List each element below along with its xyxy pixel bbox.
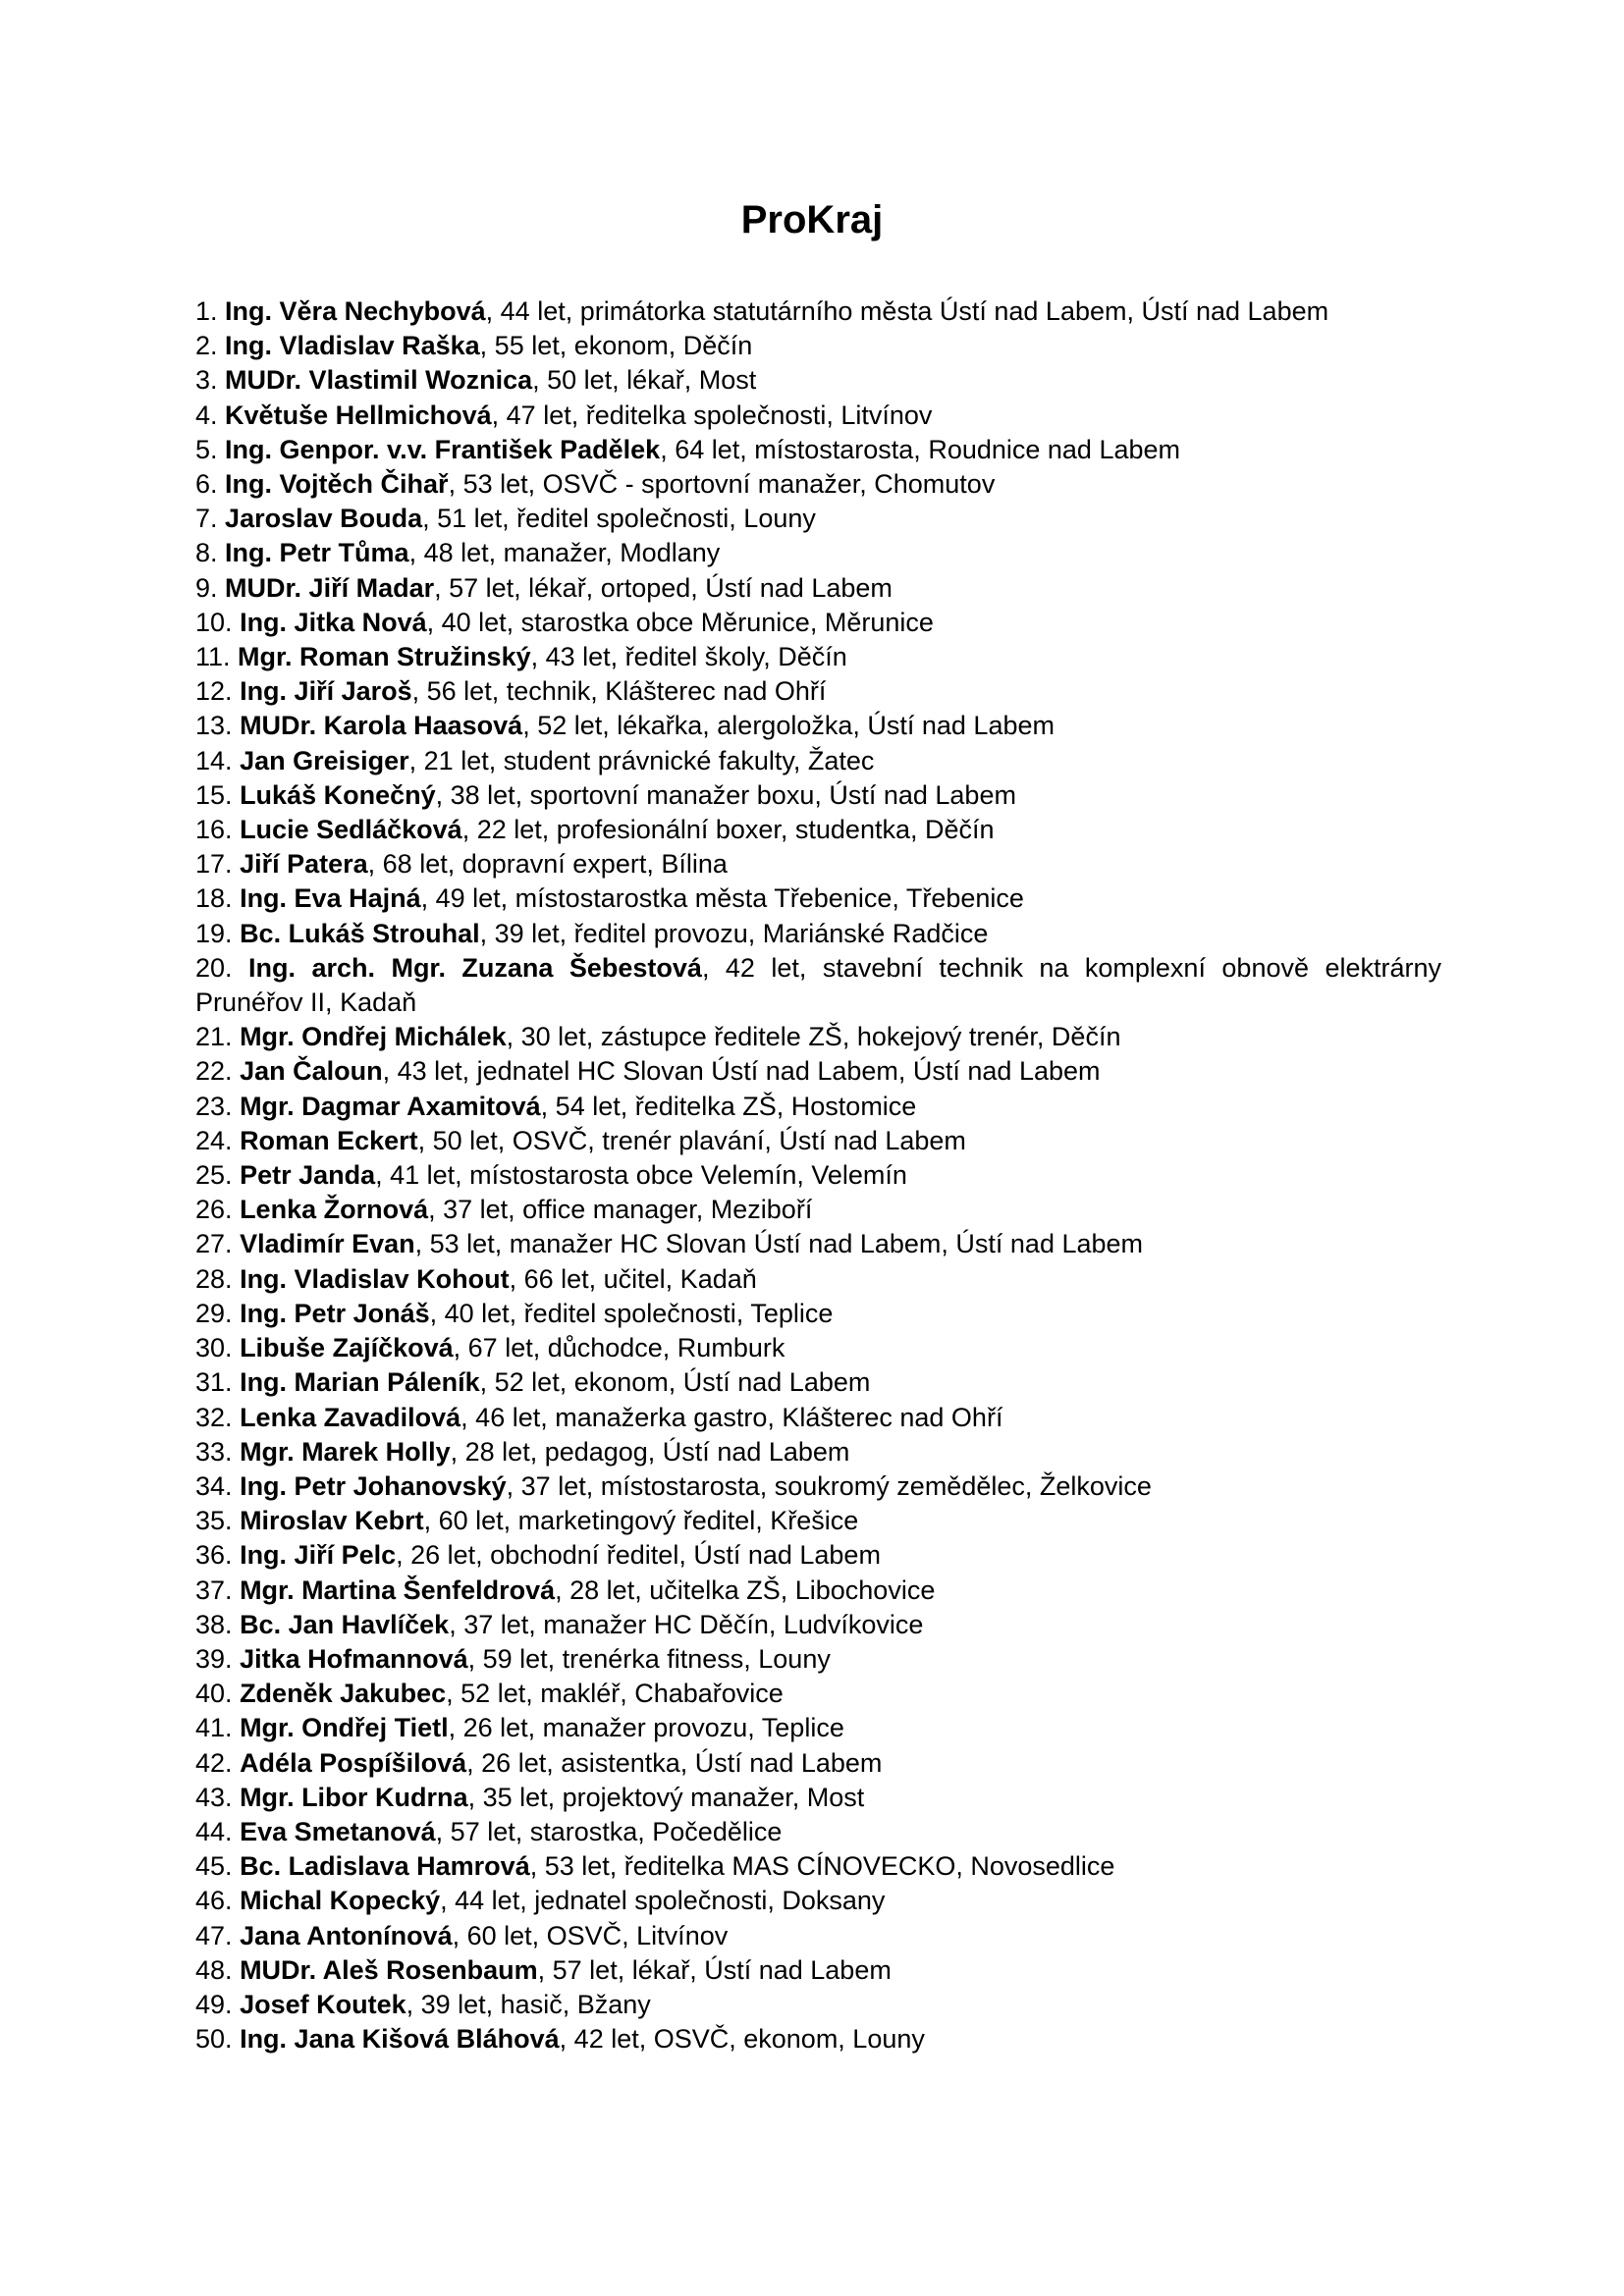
candidate-number: 21.	[195, 1022, 233, 1052]
candidate-name: MUDr. Karola Haasová	[240, 711, 523, 741]
candidate-item	[195, 1435, 1441, 1469]
candidate-number: 42.	[195, 1747, 233, 1778]
candidate-details: , 49 let, místostarostka města Třebenice, Třebenice	[420, 883, 1024, 914]
candidate-details: , 37 let, místostarosta, soukromý zemědělec, Želkovice	[506, 1470, 1152, 1501]
candidate-name: Mgr. Marek Holly	[240, 1436, 451, 1467]
candidate-details: , 53 let, OSVČ - sportovní manažer, Chomutov	[448, 469, 996, 500]
candidate-name: Lenka Zavadilová	[240, 1402, 461, 1432]
candidate-item	[195, 571, 1441, 606]
candidate-number: 49.	[195, 1989, 233, 2019]
candidate-item	[195, 778, 1441, 813]
candidate-number: 32.	[195, 1402, 233, 1432]
candidate-name: Jaroslav Bouda	[225, 504, 423, 534]
candidate-number: 44.	[195, 1816, 233, 1846]
candidate-list	[195, 294, 1441, 2056]
candidate-item	[195, 1193, 1441, 1227]
candidate-name: Ing. Petr Johanovský	[240, 1470, 507, 1501]
candidate-item	[195, 1158, 1441, 1193]
candidate-item	[195, 1608, 1441, 1642]
candidate-details: , 40 let, starostka obce Měrunice, Měrunice	[426, 607, 934, 637]
candidate-details: , 50 let, lékař, Most	[532, 365, 757, 396]
candidate-item	[195, 1711, 1441, 1745]
candidate-details: , 56 let, technik, Klášterec nad Ohří	[411, 676, 827, 707]
candidate-item	[195, 640, 1441, 674]
candidate-number: 5.	[195, 434, 218, 464]
candidate-item	[195, 1574, 1441, 1608]
candidate-name: Ing. Vojtěch Čihař	[225, 469, 449, 500]
candidate-item	[195, 1953, 1441, 1988]
candidate-item	[195, 1642, 1441, 1677]
candidate-details: , 54 let, ředitelka ZŠ, Hostomice	[540, 1091, 917, 1121]
candidate-number: 18.	[195, 883, 233, 914]
candidate-name: Ing. Jiří Jaroš	[240, 676, 412, 707]
candidate-item	[195, 1020, 1441, 1054]
candidate-name: Jiří Patera	[240, 849, 368, 880]
candidate-name: Jitka Hofmannová	[240, 1643, 468, 1674]
candidate-details: , 30 let, zástupce ředitele ZŠ, hokejový trenér, Děčín	[506, 1022, 1121, 1052]
candidate-details: , 60 let, marketingový ředitel, Křešice	[423, 1506, 859, 1536]
candidate-name: Libuše Zajíčková	[240, 1333, 454, 1363]
candidate-details: , 42 let, stavební technik na komplexní obnově elektrárny Prunéřov II, Kadaň	[195, 952, 1441, 1018]
candidate-number: 27.	[195, 1229, 233, 1259]
candidate-number: 24.	[195, 1125, 233, 1155]
candidate-name: Mgr. Roman Stružinský	[238, 642, 531, 672]
candidate-name: Michal Kopecký	[240, 1886, 441, 1916]
candidate-number: 50.	[195, 2024, 233, 2055]
candidate-name: Mgr. Martina Šenfeldrová	[240, 1575, 556, 1605]
candidate-details: , 66 let, učitel, Kadaň	[509, 1263, 757, 1294]
candidate-name: Ing. Vladislav Kohout	[240, 1263, 510, 1294]
candidate-item	[195, 1746, 1441, 1781]
candidate-details: , 52 let, makléř, Chabařovice	[446, 1679, 784, 1709]
candidate-details: , 41 let, místostarosta obce Velemín, Velemín	[375, 1160, 907, 1191]
candidate-number: 1.	[195, 296, 218, 326]
candidate-item	[195, 329, 1441, 363]
candidate-number: 14.	[195, 745, 233, 775]
candidate-details: , 43 let, jednatel HC Slovan Ústí nad Labem, Ústí nad Labem	[382, 1056, 1101, 1087]
candidate-name: Ing. Eva Hajná	[240, 883, 421, 914]
candidate-details: , 46 let, manažerka gastro, Klášterec nad Ohří	[460, 1402, 1003, 1432]
candidate-number: 10.	[195, 607, 233, 637]
candidate-details: , 39 let, ředitel provozu, Mariánské Radčice	[479, 918, 989, 948]
candidate-number: 29.	[195, 1298, 233, 1328]
candidate-name: Ing. Genpor. v.v. František Padělek	[225, 434, 661, 464]
candidate-name: Vladimír Evan	[240, 1229, 415, 1259]
candidate-item	[195, 951, 1441, 1020]
candidate-details: , 44 let, primátorka statutárního města Ústí nad Labem, Ústí nad Labem	[485, 296, 1329, 326]
candidate-number: 38.	[195, 1609, 233, 1639]
candidate-details: , 38 let, sportovní manažer boxu, Ústí nad Labem	[435, 779, 1016, 810]
candidate-item	[195, 536, 1441, 570]
candidate-number: 9.	[195, 572, 218, 603]
candidate-item	[195, 1849, 1441, 1884]
candidate-number: 43.	[195, 1782, 233, 1812]
candidate-number: 2.	[195, 331, 218, 361]
candidate-details: , 67 let, důchodce, Rumburk	[453, 1333, 785, 1363]
candidate-item	[195, 1988, 1441, 2022]
candidate-item	[195, 1815, 1441, 1849]
candidate-details: , 55 let, ekonom, Děčín	[479, 331, 753, 361]
candidate-details: , 44 let, jednatel společnosti, Doksany	[440, 1886, 886, 1916]
candidate-details: , 37 let, office manager, Meziboří	[428, 1195, 813, 1225]
candidate-details: , 26 let, manažer provozu, Teplice	[448, 1713, 844, 1743]
candidate-item	[195, 1781, 1441, 1815]
candidate-details: , 37 let, manažer HC Děčín, Ludvíkovice	[449, 1609, 924, 1639]
candidate-number: 41.	[195, 1713, 233, 1743]
candidate-item	[195, 1504, 1441, 1538]
candidate-item	[195, 1297, 1441, 1331]
candidate-name: Petr Janda	[240, 1160, 376, 1191]
candidate-details: , 53 let, ředitelka MAS CÍNOVECKO, Novosedlice	[529, 1851, 1115, 1882]
candidate-details: , 21 let, student právnické fakulty, Žatec	[408, 745, 875, 775]
candidate-item	[195, 1331, 1441, 1365]
candidate-name: Eva Smetanová	[240, 1816, 436, 1846]
candidate-number: 13.	[195, 711, 233, 741]
candidate-item	[195, 813, 1441, 847]
candidate-item	[195, 917, 1441, 951]
candidate-item	[195, 1054, 1441, 1089]
candidate-details: , 59 let, trenérka fitness, Louny	[467, 1643, 831, 1674]
candidate-name: Mgr. Libor Kudrna	[240, 1782, 468, 1812]
candidate-name: Mgr. Ondřej Michálek	[240, 1022, 507, 1052]
candidate-details: , 47 let, ředitelka společnosti, Litvínov	[491, 400, 933, 430]
candidate-item	[195, 1469, 1441, 1504]
candidate-item	[195, 1538, 1441, 1573]
candidate-number: 40.	[195, 1679, 233, 1709]
candidate-details: , 42 let, OSVČ, ekonom, Louny	[559, 2024, 925, 2055]
candidate-details: , 64 let, místostarosta, Roudnice nad Labem	[660, 434, 1180, 464]
candidate-number: 19.	[195, 918, 233, 948]
candidate-number: 26.	[195, 1195, 233, 1225]
candidate-number: 46.	[195, 1886, 233, 1916]
candidate-number: 39.	[195, 1643, 233, 1674]
candidate-details: , 52 let, ekonom, Ústí nad Labem	[479, 1367, 871, 1398]
candidate-number: 12.	[195, 676, 233, 707]
candidate-name: Josef Koutek	[240, 1989, 406, 2019]
candidate-item	[195, 709, 1441, 743]
candidate-name: Ing. Jiří Pelc	[240, 1540, 397, 1571]
candidate-number: 20.	[195, 952, 233, 983]
candidate-item	[195, 1677, 1441, 1711]
candidate-details: , 50 let, OSVČ, trenér plavání, Ústí nad Labem	[417, 1125, 966, 1155]
candidate-number: 25.	[195, 1160, 233, 1191]
candidate-name: Ing. Vladislav Raška	[225, 331, 480, 361]
candidate-details: , 40 let, ředitel společnosti, Teplice	[429, 1298, 834, 1328]
candidate-number: 7.	[195, 504, 218, 534]
candidate-details: , 57 let, starostka, Počedělice	[435, 1816, 783, 1846]
candidate-name: Jana Antonínová	[240, 1920, 453, 1950]
candidate-name: Bc. Lukáš Strouhal	[240, 918, 480, 948]
candidate-item	[195, 1401, 1441, 1435]
candidate-name: MUDr. Jiří Madar	[225, 572, 435, 603]
candidate-number: 47.	[195, 1920, 233, 1950]
candidate-details: , 53 let, manažer HC Slovan Ústí nad Labem, Ústí nad Labem	[414, 1229, 1144, 1259]
candidate-details: , 39 let, hasič, Bžany	[406, 1989, 651, 2019]
candidate-item	[195, 1227, 1441, 1261]
candidate-name: Jan Čaloun	[240, 1056, 383, 1087]
candidate-item	[195, 1884, 1441, 1918]
candidate-name: Ing. Petr Tůma	[225, 538, 409, 568]
candidate-name: Ing. Petr Jonáš	[240, 1298, 430, 1328]
candidate-name: Květuše Hellmichová	[225, 400, 492, 430]
candidate-name: Bc. Ladislava Hamrová	[240, 1851, 530, 1882]
candidate-number: 15.	[195, 779, 233, 810]
candidate-number: 48.	[195, 1954, 233, 1985]
candidate-number: 34.	[195, 1470, 233, 1501]
candidate-item	[195, 1262, 1441, 1297]
candidate-item	[195, 433, 1441, 467]
candidate-details: , 52 let, lékařka, alergoložka, Ústí nad Labem	[522, 711, 1055, 741]
candidate-item	[195, 744, 1441, 778]
candidate-number: 22.	[195, 1056, 233, 1087]
candidate-item	[195, 502, 1441, 536]
candidate-name: Adéla Pospíšilová	[240, 1747, 467, 1778]
candidate-details: , 57 let, lékař, ortoped, Ústí nad Labem	[434, 572, 893, 603]
candidate-name: Lukáš Konečný	[240, 779, 436, 810]
candidate-number: 16.	[195, 815, 233, 845]
candidate-number: 28.	[195, 1263, 233, 1294]
candidate-item	[195, 847, 1441, 881]
candidate-details: , 35 let, projektový manažer, Most	[467, 1782, 865, 1812]
candidate-item	[195, 2022, 1441, 2056]
candidate-name: Ing. Jitka Nová	[240, 607, 427, 637]
candidate-name: Lucie Sedláčková	[240, 815, 462, 845]
candidate-item	[195, 399, 1441, 433]
candidate-details: , 48 let, manažer, Modlany	[408, 538, 721, 568]
candidate-name: Mgr. Dagmar Axamitová	[240, 1091, 541, 1121]
candidate-item	[195, 1090, 1441, 1124]
candidate-details: , 51 let, ředitel společnosti, Louny	[422, 504, 816, 534]
candidate-item	[195, 294, 1441, 329]
candidate-number: 11.	[195, 642, 231, 672]
candidate-name: MUDr. Aleš Rosenbaum	[240, 1954, 538, 1985]
candidate-name: Miroslav Kebrt	[240, 1506, 424, 1536]
candidate-details: , 26 let, obchodní ředitel, Ústí nad Labem	[396, 1540, 881, 1571]
page-title: ProKraj	[740, 198, 884, 241]
candidate-item	[195, 1919, 1441, 1953]
candidate-number: 35.	[195, 1506, 233, 1536]
candidate-number: 37.	[195, 1575, 233, 1605]
candidate-name: Ing. Marian Páleník	[240, 1367, 480, 1398]
candidate-number: 36.	[195, 1540, 233, 1571]
candidate-number: 17.	[195, 849, 233, 880]
candidate-number: 33.	[195, 1436, 233, 1467]
candidate-details: , 22 let, profesionální boxer, studentka, Děčín	[461, 815, 995, 845]
candidate-name: Zdeněk Jakubec	[240, 1679, 447, 1709]
candidate-name: Ing. arch. Mgr. Zuzana Šebestová	[248, 952, 702, 983]
candidate-number: 4.	[195, 400, 218, 430]
candidate-name: Jan Greisiger	[240, 745, 409, 775]
candidate-item	[195, 606, 1441, 640]
candidate-number: 30.	[195, 1333, 233, 1363]
candidate-number: 31.	[195, 1367, 233, 1398]
candidate-details: , 28 let, učitelka ZŠ, Libochovice	[555, 1575, 936, 1605]
candidate-number: 6.	[195, 469, 218, 500]
candidate-number: 45.	[195, 1851, 233, 1882]
candidate-name: Ing. Jana Kišová Bláhová	[240, 2024, 560, 2055]
candidate-name: Ing. Věra Nechybová	[225, 296, 486, 326]
candidate-name: Bc. Jan Havlíček	[240, 1609, 450, 1639]
candidate-item	[195, 1124, 1441, 1158]
candidate-name: Mgr. Ondřej Tietl	[240, 1713, 449, 1743]
candidate-name: MUDr. Vlastimil Woznica	[225, 365, 533, 396]
candidate-details: , 28 let, pedagog, Ústí nad Labem	[450, 1436, 850, 1467]
candidate-item	[195, 467, 1441, 502]
candidate-name: Lenka Žornová	[240, 1195, 429, 1225]
candidate-item	[195, 881, 1441, 916]
candidate-details: , 43 let, ředitel školy, Děčín	[530, 642, 847, 672]
candidate-details: , 60 let, OSVČ, Litvínov	[452, 1920, 729, 1950]
candidate-details: , 57 let, lékař, Ústí nad Labem	[537, 1954, 892, 1985]
candidate-details: , 68 let, dopravní expert, Bílina	[367, 849, 728, 880]
candidate-number: 8.	[195, 538, 218, 568]
candidate-item	[195, 363, 1441, 398]
candidate-details: , 26 let, asistentka, Ústí nad Labem	[466, 1747, 883, 1778]
candidate-number: 3.	[195, 365, 218, 396]
candidate-item	[195, 1365, 1441, 1400]
candidate-item	[195, 674, 1441, 709]
candidate-number: 23.	[195, 1091, 233, 1121]
candidate-name: Roman Eckert	[240, 1125, 418, 1155]
